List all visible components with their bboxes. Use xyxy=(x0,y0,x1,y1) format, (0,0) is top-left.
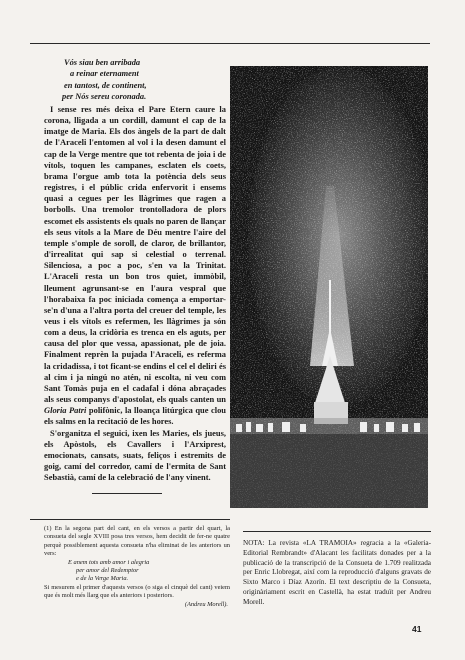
note-rule xyxy=(243,531,431,532)
verse-block xyxy=(62,57,222,103)
page-number: 41 xyxy=(412,624,422,634)
verse-line: per Nós sereu coronada. xyxy=(62,92,147,102)
footnote-verse-line: e de la Verge Maria. xyxy=(76,575,129,583)
footnote-rule xyxy=(30,519,230,520)
footnote-verse-line: E anem tots amb amor i alegria xyxy=(68,558,150,566)
editorial-note: NOTA: La revista «LA TRAMOIA» regracia a la «Galeria-Editorial Rembrandt» d'Alacant les facilitats donades per a la publicació de la transcripció de la Consueta de 1.709 realitzada per Enric Llobregat, així com la reproducció d'alguns gravats de Sixto Marco i Díaz Azorín. El text descriptiu de la Consueta, originàriament escrit en Castellà, ha estat traduït per Andreu Morell. xyxy=(243,539,431,606)
footnote-paragraph: (1) En la segona part del cant, en els versos a partir del quart, la consueta del segle XVIII posa tres versos, hem decidit de fer-ne quatre perquè possiblement aquesta consueta n'ha eliminat de les anteriors un vers: xyxy=(44,525,230,558)
article-body xyxy=(44,104,226,483)
verse-line: a reinar eternament xyxy=(70,69,139,79)
footnote-paragraph: Si mesurem el primer d'aquests versos (o siga el cinquè del cant) veiem que és molt més llarg que els anteriors i posteriors. xyxy=(44,583,230,600)
body-paragraph xyxy=(44,104,226,428)
body-paragraph: S'organitza el seguici, ixen les Maries, els jueus, els Apòstols, els Cavallers i l'Arxiprest, emocionats, cansats, suats, feliços i estremits de goig, camí del corredor, camí de l'ermita de Sant Sebastià, camí de la celebració de l'any vinent. xyxy=(44,427,226,483)
photo-image xyxy=(230,66,428,508)
verse-line: en tantost, de continent, xyxy=(64,80,147,90)
body-text-run: polifònic, la lloança litúrgica que clou els salms en la recitació de les hores. xyxy=(44,405,226,427)
footnote-signature: (Andreu Morell). xyxy=(184,600,228,608)
verse-line: Vós siau ben arribada xyxy=(64,58,141,67)
body-emphasis: Gloria Patri xyxy=(44,405,87,416)
footnote-verse-line: per amor del Redemptor xyxy=(76,567,139,575)
section-divider xyxy=(92,493,162,494)
body-text-run: I sense res més deixa el Pare Etern caure la corona, lligada a un cordill, damunt el cap de la imatge de Maria. Els dos àngels de la part de dalt de l'Araceli l'entomen al vol i la desen damunt el cap de la Verge mentre que tot rebenta de joia i de vítols, toquen les campanes, esclaten els coets, brama l'orgue amb tota la potència dels seus registres, i el públic crida enfervorit i ensems quasi a cegues per les llàgrimes que ragen a borbolls. Una tremolor trontolladora de plors escomet els assistents els quals no paren de llançar els seus vítols a la Mare de Déu mentre l'aire del temple s'omple de soroll, de claror, de brillantor, d'irrealitat qui sap si celestial o terrenal. Silenciosa, a poc a poc, s'en va la Trinitat. L'Araceli resta un bon tros quiet, immòbil, lleument agrunsant-se en l'aura vespral que l'horabaixa fa poc iniciada comença a emportar-se'n d'una a l'altra porta del creuer del temple, les veus i els vítols es refermen, les llàgrimes ja són com a deus, la cridòria es trenca en els aguts, per causa del plor que vessa, apassionat, ple de joia. Finalment reprèn la pujada l'Araceli, es referma la cridadissa, i tot ficant-se endins el cel el deliri és al cim i ja ningú no atén, ni escolta, ni veu com Sant Tomàs puja en el cadafal i dóna abraçades als seus companys d'apostolat, els quals canten un xyxy=(44,104,226,405)
footnote xyxy=(44,525,230,609)
procession-photo xyxy=(230,66,428,508)
top-rule xyxy=(30,43,430,44)
